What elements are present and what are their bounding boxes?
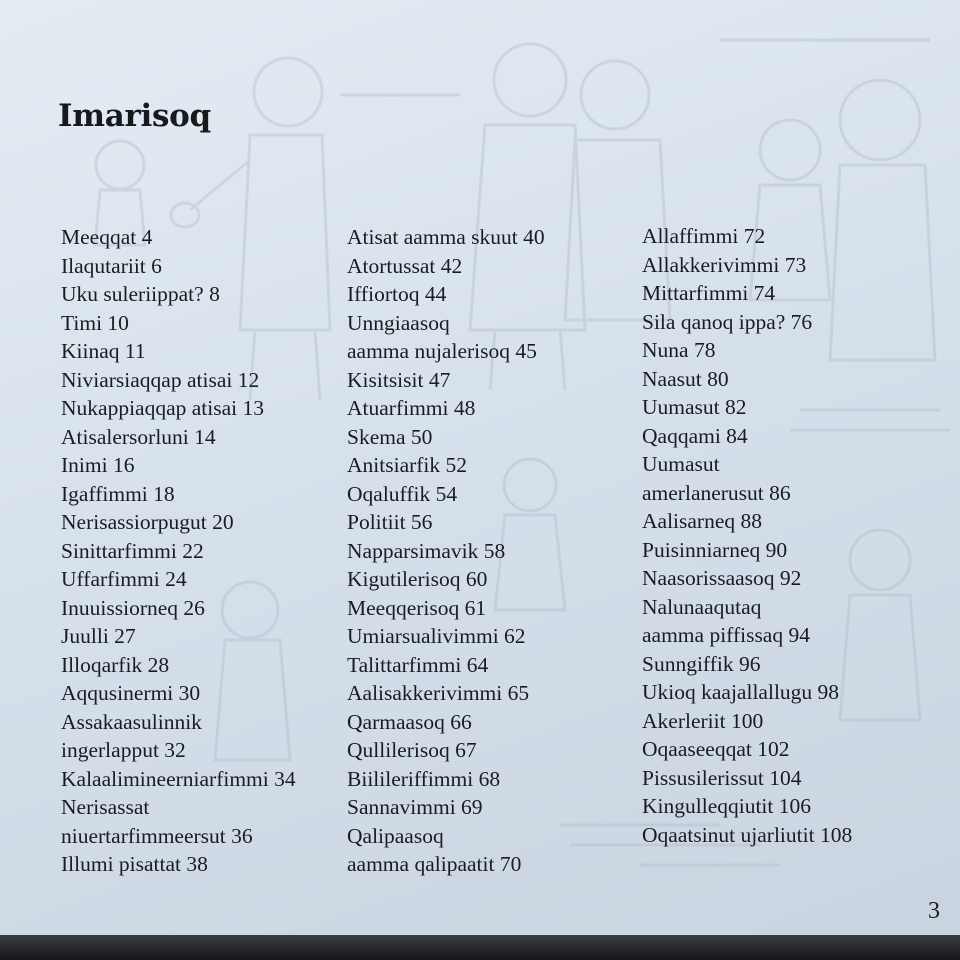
page-number: 3 <box>928 898 940 924</box>
toc-entry: Nerisassiorpugut 20 <box>61 510 234 534</box>
toc-entry: Kingulleqqiutit 106 <box>642 794 812 818</box>
toc-entry: Atortussat 42 <box>347 253 463 278</box>
toc-entry: Talittarfimmi 64 <box>347 652 489 677</box>
toc-entry: Nuna 78 <box>642 338 716 362</box>
toc-entry: Mittarfimmi 74 <box>642 281 776 305</box>
toc-entry: Kigutilerisoq 60 <box>347 567 488 591</box>
toc-entry: aamma qalipaatit 70 <box>347 852 522 876</box>
toc-entry: Skema 50 <box>347 424 433 449</box>
toc-entry: Aalisarneq 88 <box>642 509 763 533</box>
toc-entry: aamma nujalerisoq 45 <box>347 339 537 363</box>
toc-entry: Aalisakkerivimmi 65 <box>347 681 530 705</box>
toc-entry: Naasorissaasoq 92 <box>642 566 802 590</box>
toc-entry: Niviarsiaqqap atisai 12 <box>61 367 260 392</box>
toc-entry: Meeqqerisoq 61 <box>347 595 487 620</box>
toc-entry: Atisalersorluni 14 <box>61 424 216 449</box>
toc-entry: ingerlapput 32 <box>61 738 186 762</box>
toc-entry: Oqaaseeqqat 102 <box>642 737 790 761</box>
toc-column-2 <box>347 223 545 879</box>
toc-entry: Qarmaasoq 66 <box>347 709 472 734</box>
toc-entry: niuertarfimmeersut 36 <box>61 823 253 848</box>
toc-entry: Puisinniarneq 90 <box>642 537 788 562</box>
toc-entry: Inimi 16 <box>61 453 135 477</box>
table-surface <box>0 935 960 960</box>
page-title: Imarisoq <box>58 98 211 134</box>
toc-entry: Assakaasulinnik <box>61 709 202 734</box>
toc-entry: Illumi pisattat 38 <box>61 852 208 876</box>
toc-entry: Qaqqami 84 <box>642 423 748 448</box>
toc-entry: Timi 10 <box>61 310 129 335</box>
toc-entry: Ukioq kaajallallugu 98 <box>642 680 840 704</box>
toc-entry: Allakkerivimmi 73 <box>642 252 807 277</box>
toc-entry: Nalunaaqutaq <box>642 594 762 619</box>
toc-column-1 <box>61 223 296 879</box>
toc-entry: Napparsimavik 58 <box>347 538 506 563</box>
toc-entry: Illoqarfik 28 <box>61 652 170 677</box>
toc-entry: Anitsiarfik 52 <box>347 453 468 477</box>
toc-entry: Iffiortoq 44 <box>347 282 447 306</box>
toc-entry: Sunngiffik 96 <box>642 651 761 676</box>
toc-entry: Kiinaq 11 <box>61 339 146 363</box>
toc-entry: Meeqqat 4 <box>61 225 153 249</box>
toc-entry: Aqqusinermi 30 <box>61 681 201 705</box>
toc-entry: Atisat aamma skuut 40 <box>347 225 545 249</box>
toc-entry: Qalipaasoq <box>347 823 444 848</box>
toc-entry: Akerleriit 100 <box>642 708 764 733</box>
toc-entry: Kalaalimineerniarfimmi 34 <box>61 766 296 791</box>
toc-entry: Uku suleriippat? 8 <box>61 282 220 306</box>
toc-entry: Inuuissiorneq 26 <box>61 595 205 620</box>
toc-entry: Igaffimmi 18 <box>61 481 175 506</box>
toc-entry: Politiit 56 <box>347 510 433 534</box>
toc-entry: Atuarfimmi 48 <box>347 396 476 420</box>
toc-entry: Naasut 80 <box>642 366 729 391</box>
toc-entry: Allaffimmi 72 <box>642 224 766 248</box>
toc-entry: Nukappiaqqap atisai 13 <box>61 396 265 420</box>
toc-entry: Uumasut <box>642 452 720 476</box>
toc-entry: Oqaatsinut ujarliutit 108 <box>642 822 853 847</box>
toc-entry: aamma piffissaq 94 <box>642 623 810 647</box>
toc-entry: Sannavimmi 69 <box>347 795 483 819</box>
toc-entry: Qullilerisoq 67 <box>347 738 477 762</box>
toc-entry: Uffarfimmi 24 <box>61 567 187 591</box>
toc-entry: Pissusilerissut 104 <box>642 765 802 790</box>
toc-entry: Oqaluffik 54 <box>347 481 458 506</box>
toc-entry: Uumasut 82 <box>642 395 747 419</box>
toc-entry: Nerisassat <box>61 795 150 819</box>
toc-entry: Umiarsualivimmi 62 <box>347 624 526 648</box>
toc-entry: Biilileriffimmi 68 <box>347 766 501 791</box>
toc-entry: amerlanerusut 86 <box>642 480 791 505</box>
toc-column-3 <box>642 222 852 849</box>
toc-entry: Sila qanoq ippa? 76 <box>642 309 813 334</box>
toc-entry: Ilaqutariit 6 <box>61 253 162 278</box>
toc-entry: Juulli 27 <box>61 624 136 648</box>
toc-entry: Sinittarfimmi 22 <box>61 538 204 563</box>
toc-entry: Kisitsisit 47 <box>347 367 451 392</box>
toc-entry: Unngiaasoq <box>347 310 450 335</box>
